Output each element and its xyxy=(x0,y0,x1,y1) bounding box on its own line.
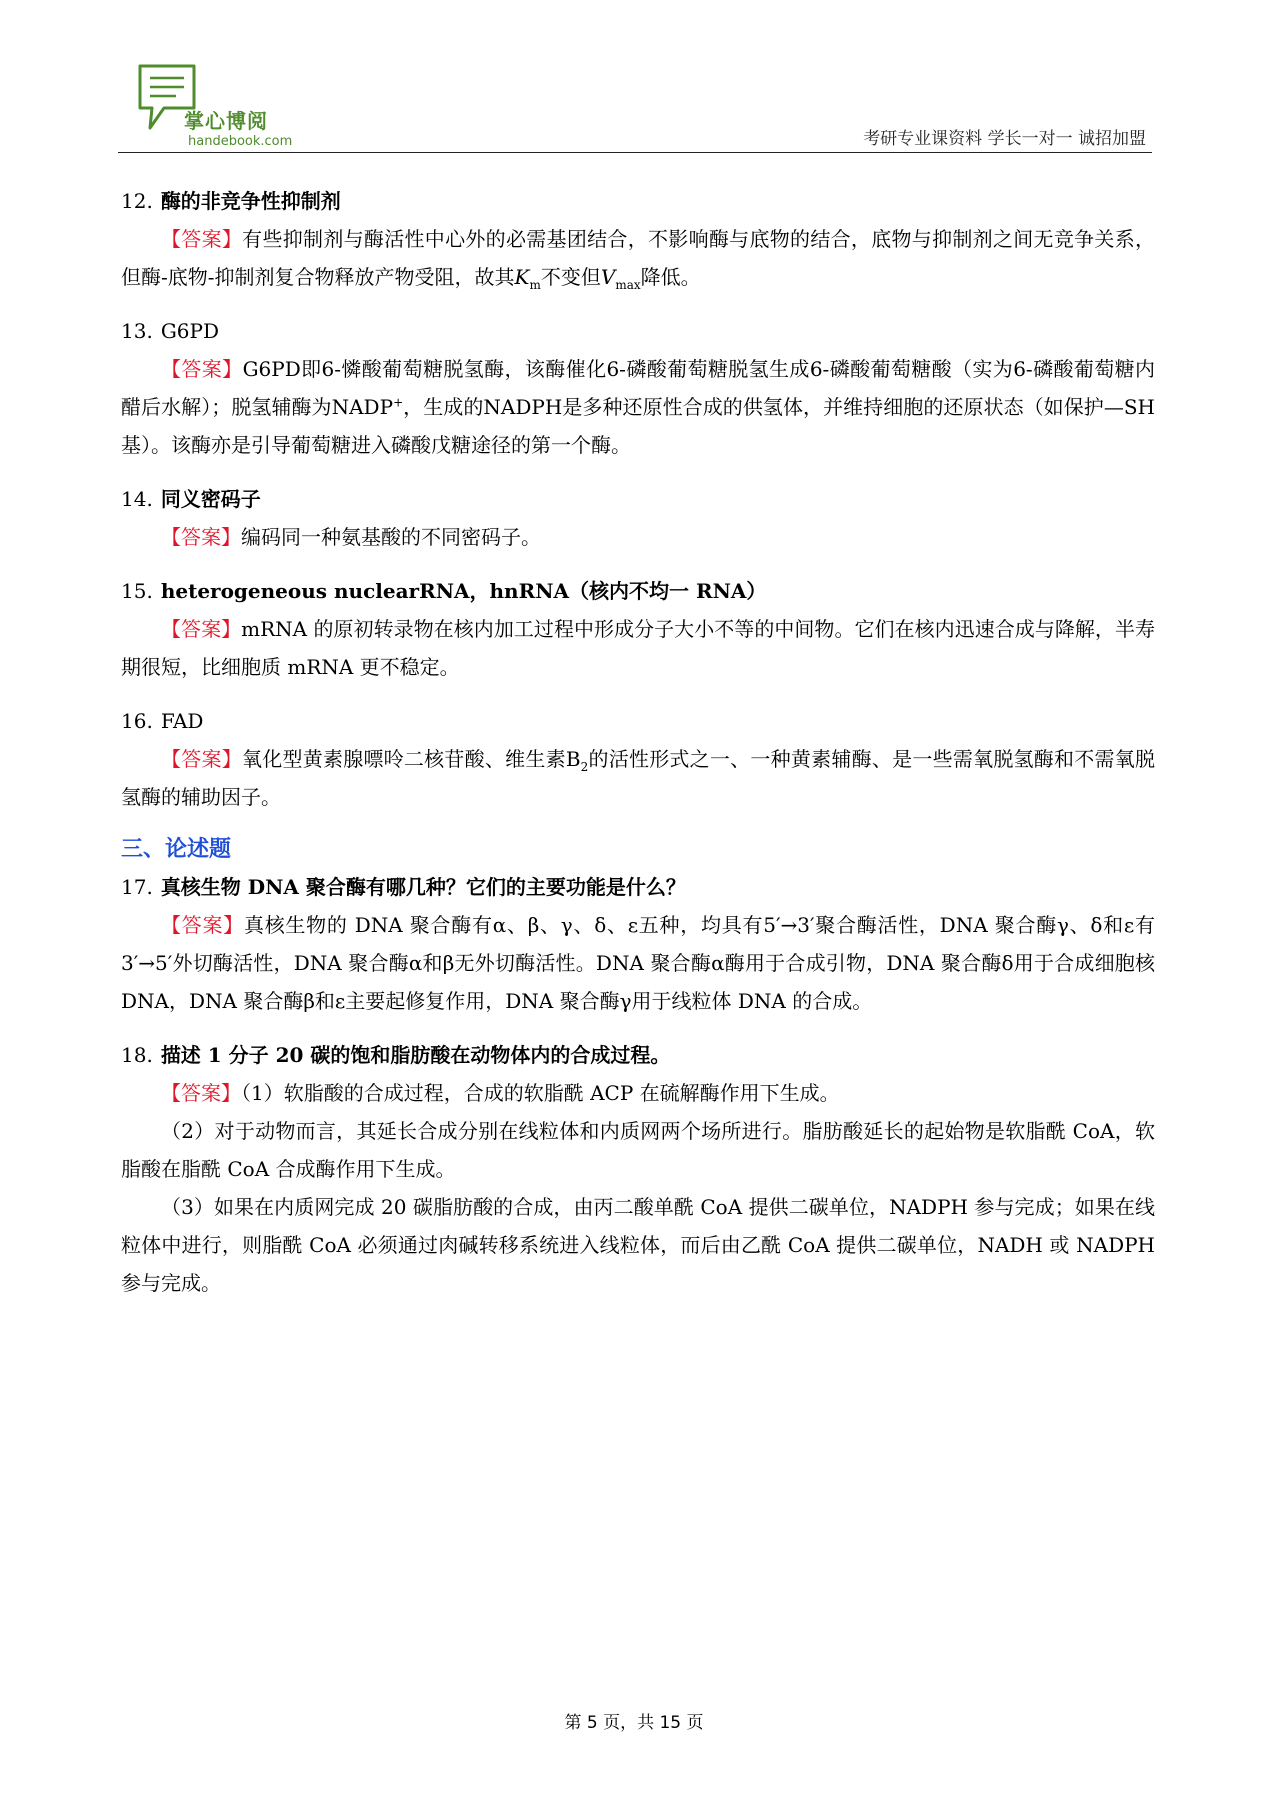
answer-tag: 【答案】 xyxy=(161,525,241,549)
section-title: 三、论述题 xyxy=(121,837,232,862)
question-text: 真核生物 DNA 聚合酶有哪几种？它们的主要功能是什么？ xyxy=(160,875,686,899)
question-14 xyxy=(121,480,1155,556)
answer-text xyxy=(121,906,1155,1020)
answer-text xyxy=(121,610,1155,686)
question-number: 15. xyxy=(121,579,153,603)
question-text: G6PD xyxy=(160,319,220,343)
question-15 xyxy=(121,572,1155,686)
question-18 xyxy=(121,1036,1155,1302)
answer-part: G6PD即6-憐酸葡萄糖脱氢酶，该酶催化6-磷酸葡萄糖脱氢生成6-磷酸葡萄糖酸（实为6-磷酸葡萄糖内醋后水解）；脱氢辅酶为NADP xyxy=(121,357,1156,419)
answer-tag: 【答案】 xyxy=(161,913,244,937)
logo xyxy=(136,62,316,152)
question-13 xyxy=(121,312,1155,464)
answer-paragraph: （2）对于动物而言，其延长合成分别在线粒体和内质网两个场所进行。脂肪酸延长的起始物是软脂酰 CoA，软脂酸在脂酰 CoA 合成酶作用下生成。 xyxy=(121,1119,1155,1181)
answer-part: 有些抑制剂与酶活性中心外的必需基团结合，不影响酶与底物的结合，底物与抑制剂之间无竞争关系，但酶-底物-抑制剂复合物释放产物受阻，故其 xyxy=(121,227,1156,289)
page-footer: 第 5 页，共 15 页 xyxy=(564,1713,704,1733)
answer-part: 不变但 xyxy=(540,265,601,289)
answer-part: 真核生物的 DNA 聚合酶有α、β、γ、δ、ε五种，均具有5′→3′聚合酶活性，DNA 聚合酶γ、δ和ε有3′→5′外切酶活性，DNA 聚合酶α和β无外切酶活性。DNA 聚合酶α酶用于合成引物，DNA 聚合酶δ用于合成细胞核 DNA，DNA 聚合酶β和ε主要起修复作用，DNA 聚合酶γ用于线粒体 DNA 的合成。 xyxy=(121,913,1155,1013)
answer-text xyxy=(121,740,1155,816)
subscript: 2 xyxy=(580,760,589,774)
question-17 xyxy=(121,868,1155,1020)
answer-part: 氧化型黄素腺嘌呤二核苷酸、维生素B xyxy=(241,747,581,771)
answer-part: 降低。 xyxy=(640,265,701,289)
km-subscript: m xyxy=(529,278,541,292)
answer-part: 的活性形式之一、一种黄素辅酶、是一些需氧脱氢酶和不需氧脱氢酶的辅助因子。 xyxy=(121,747,1156,809)
question-title xyxy=(121,702,1155,740)
question-number: 12. xyxy=(121,189,153,213)
question-16 xyxy=(121,702,1155,816)
answer-tag: 【答案】 xyxy=(161,227,243,251)
vmax-symbol: V xyxy=(600,265,616,289)
question-text: 同义密码子 xyxy=(160,487,261,511)
logo-brand: 掌心博阅 xyxy=(184,109,268,133)
answer-text xyxy=(121,350,1155,464)
question-number: 14. xyxy=(121,487,153,511)
answer-tag: 【答案】 xyxy=(161,617,242,641)
question-title xyxy=(121,572,1155,610)
question-title xyxy=(121,182,1155,220)
superscript: + xyxy=(393,395,404,410)
header-divider xyxy=(118,152,1152,153)
answer-part: ，生成的NADPH是多种还原性合成的供氢体，并维持细胞的还原状态（如保护—SH基）。该酶亦是引导葡萄糖进入磷酸戊糖途径的第一个酶。 xyxy=(121,395,1155,457)
answer-part: mRNA 的原初转录物在核内加工过程中形成分子大小不等的中间物。它们在核内迅速合成与降解，半寿期很短，比细胞质 mRNA 更不稳定。 xyxy=(121,617,1156,679)
question-title xyxy=(121,1036,1155,1074)
header-tagline: 考研专业课资料 学长一对一 诚招加盟 xyxy=(863,129,1146,149)
question-text: 酶的非竞争性抑制剂 xyxy=(160,189,341,213)
answer-text xyxy=(121,1074,1155,1112)
logo-url: handebook.com xyxy=(188,134,293,149)
question-text: FAD xyxy=(160,709,204,733)
question-title xyxy=(121,868,1155,906)
answer-tag: 【答案】 xyxy=(161,747,242,771)
question-number: 13. xyxy=(121,319,153,343)
vmax-subscript: max xyxy=(615,278,641,292)
answer-text xyxy=(121,220,1155,296)
question-number: 18. xyxy=(121,1043,153,1067)
question-text: heterogeneous nuclearRNA，hnRNA（核内不均一 RNA） xyxy=(160,579,767,603)
page-header xyxy=(118,52,1152,156)
question-number: 16. xyxy=(121,709,153,733)
answer-text xyxy=(121,518,1155,556)
page-content xyxy=(121,182,1155,1318)
question-title xyxy=(121,312,1155,350)
question-12 xyxy=(121,182,1155,296)
question-number: 17. xyxy=(121,875,153,899)
answer-tag: 【答案】 xyxy=(161,1081,241,1105)
answer-tag: 【答案】 xyxy=(161,357,243,381)
answer-part: 编码同一种氨基酸的不同密码子。 xyxy=(241,525,541,549)
question-text: 描述 1 分子 20 碳的饱和脂肪酸在动物体内的合成过程。 xyxy=(160,1043,671,1067)
question-title xyxy=(121,480,1155,518)
answer-paragraph: （1）软脂酸的合成过程，合成的软脂酰 ACP 在硫解酶作用下生成。 xyxy=(241,1081,840,1105)
answer-paragraph: （3）如果在内质网完成 20 碳脂肪酸的合成，由丙二酸单酰 CoA 提供二碳单位，NADPH 参与完成；如果在线粒体中进行，则脂酰 CoA 必须通过肉碱转移系统进入线粒体，而后由乙酰 CoA 提供二碳单位，NADH 或 NADPH 参与完成。 xyxy=(121,1195,1155,1295)
km-symbol: K xyxy=(514,265,530,289)
